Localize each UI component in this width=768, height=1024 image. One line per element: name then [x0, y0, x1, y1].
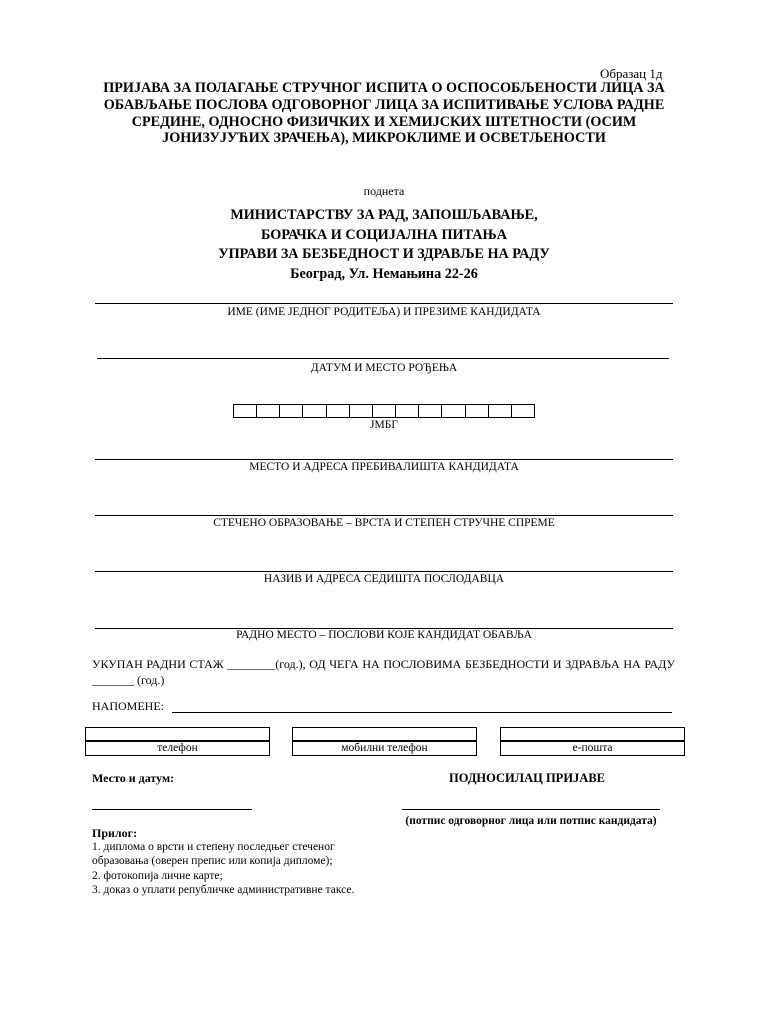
form-title: ПРИЈАВА ЗА ПОЛАГАЊЕ СТРУЧНОГ ИСПИТА О ОСПОСОБЉЕНОСТИ ЛИЦА ЗА ОБАВЉАЊЕ ПОСЛОВА ОДГОВОРНОГ ЛИЦА ЗА ИСПИТИВАЊЕ УСЛОВА РАДНЕ СРЕДИНЕ, ОДНОСНО ФИЗИЧКИХ И ХЕМИЈСКИХ ШТЕТНОСТИ (ОСИМ ЈОНИЗУЈУЋИХ ЗРАЧЕЊА), МИКРОКЛИМЕ И ОСВЕТЉЕНОСТИ — [103, 80, 665, 147]
signature-line[interactable] — [402, 809, 660, 810]
jmbg-digit-box[interactable] — [234, 405, 257, 417]
attachment-item: 3. доказ о уплати републичке административне таксе. — [92, 883, 355, 896]
jmbg-digit-box[interactable] — [257, 405, 280, 417]
work-experience-text: УКУПАН РАДНИ СТАЖ ________(год.), ОД ЧЕГА НА ПОСЛОВИМА БЕЗБЕДНОСТИ И ЗДРАВЉА НА РАДУ _______ (год.) — [92, 657, 675, 687]
jmbg-digit-box[interactable] — [280, 405, 303, 417]
jmbg-digit-box[interactable] — [396, 405, 419, 417]
email-caption: е-пошта — [500, 741, 685, 756]
ministry-address: Београд, Ул. Немањина 22-26 — [290, 265, 478, 282]
jmbg-digit-box[interactable] — [327, 405, 350, 417]
notes-label: НАПОМЕНЕ: — [92, 699, 164, 713]
employer-input-line[interactable] — [95, 571, 673, 572]
ministry-line-2: БОРАЧКА И СОЦИЈАЛНА ПИТАЊА — [261, 226, 507, 243]
jmbg-digit-box[interactable] — [512, 405, 534, 417]
residence-input-line[interactable] — [95, 459, 673, 460]
signature-caption: (потпис одговорног лица или потпис кандидата) — [405, 815, 657, 827]
jmbg-digit-box[interactable] — [350, 405, 373, 417]
applicant-label: ПОДНОСИЛАЦ ПРИЈАВЕ — [449, 771, 605, 785]
mobile-caption: мобилни телефон — [292, 741, 477, 756]
jmbg-digit-box[interactable] — [373, 405, 396, 417]
education-input-line[interactable] — [95, 515, 673, 516]
attachments-block — [92, 826, 382, 897]
submitted-label: поднета — [363, 184, 405, 198]
place-date-input-line[interactable] — [92, 809, 252, 810]
workplace-caption: РАДНО МЕСТО – ПОСЛОВИ КОЈЕ КАНДИДАТ ОБАВЉА — [236, 629, 532, 641]
jmbg-digit-box[interactable] — [442, 405, 465, 417]
birth-input-line[interactable] — [97, 358, 669, 359]
jmbg-digit-box[interactable] — [303, 405, 326, 417]
place-date-label: Место и датум: — [92, 771, 175, 785]
notes-input-line[interactable] — [172, 712, 672, 713]
phone-input-box[interactable] — [85, 727, 270, 741]
residence-caption: МЕСТО И АДРЕСА ПРЕБИВАЛИШТА КАНДИДАТА — [249, 461, 519, 473]
attachment-item: 2. фотокопија личне карте; — [92, 869, 223, 882]
employer-caption: НАЗИВ И АДРЕСА СЕДИШТА ПОСЛОДАВЦА — [263, 573, 505, 585]
name-caption: ИМЕ (ИМЕ ЈЕДНОГ РОДИТЕЉА) И ПРЕЗИМЕ КАНДИДАТА — [227, 306, 541, 318]
jmbg-digit-box[interactable] — [466, 405, 489, 417]
attachment-item: 1. диплома о врсти и степену последњег стеченог образовања (оверен препис или копија дипломе); — [92, 841, 335, 868]
jmbg-caption: ЈМБГ — [370, 419, 398, 431]
jmbg-digit-box[interactable] — [489, 405, 512, 417]
attachments-header: Прилог: — [92, 826, 138, 840]
ministry-line-3: УПРАВИ ЗА БЕЗБЕДНОСТ И ЗДРАВЉЕ НА РАДУ — [218, 246, 550, 262]
form-code: Образац 1д — [600, 66, 663, 81]
jmbg-boxes[interactable] — [233, 404, 535, 418]
mobile-input-box[interactable] — [292, 727, 477, 741]
ministry-block — [95, 206, 673, 284]
birth-caption: ДАТУМ И МЕСТО РОЂЕЊА — [310, 362, 458, 374]
name-input-line[interactable] — [95, 303, 673, 304]
ministry-line-1: МИНИСТАРСТВУ ЗА РАД, ЗАПОШЉАВАЊЕ, — [230, 207, 538, 223]
jmbg-digit-box[interactable] — [419, 405, 442, 417]
phone-caption: телефон — [85, 741, 270, 756]
education-caption: СТЕЧЕНО ОБРАЗОВАЊЕ – ВРСТА И СТЕПЕН СТРУЧНЕ СПРЕМЕ — [213, 517, 555, 529]
email-input-box[interactable] — [500, 727, 685, 741]
